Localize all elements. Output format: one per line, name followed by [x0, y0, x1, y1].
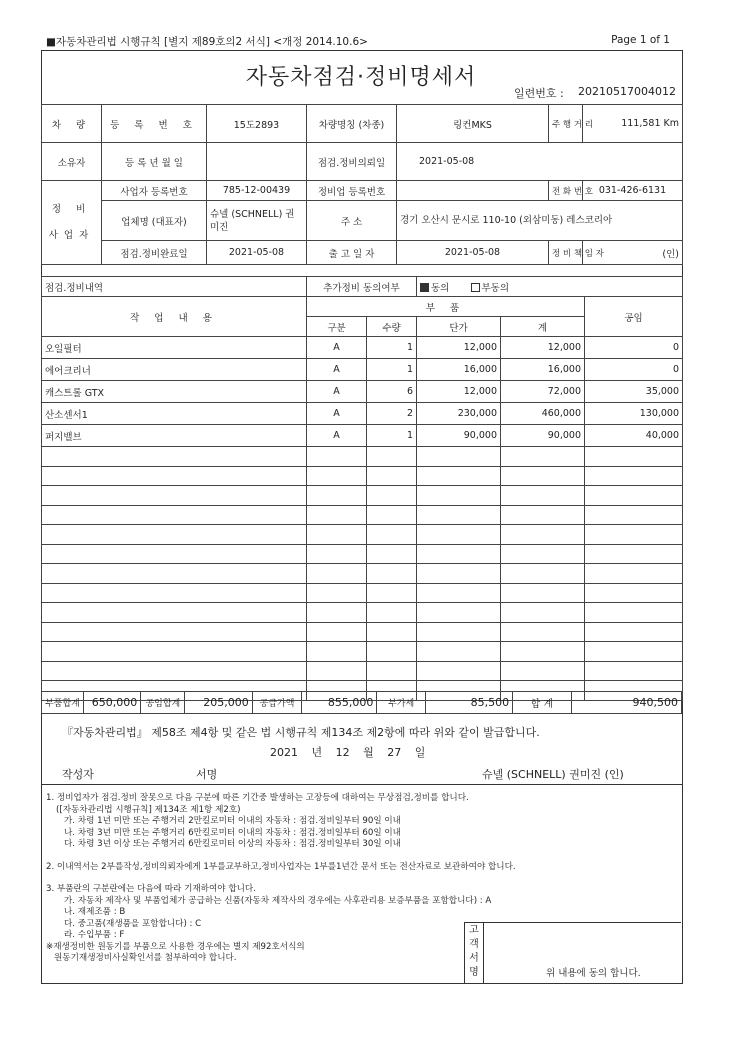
agree-label: 동의 [431, 282, 450, 294]
note-3: 3. 부품란의 구분란에는 다음에 따라 기재하여야 합니다. [46, 884, 256, 894]
vehicle-shop-table [41, 104, 683, 265]
cell-unit [417, 583, 501, 603]
cell-labor [585, 447, 683, 467]
work-table [41, 276, 683, 701]
issue-statement: 『자동차관리법』 제58조 제4항 및 같은 법 시행규칙 제134조 제2항에 따라 위와 같이 발급합니다. [62, 726, 540, 739]
note-3b: 나. 재제조품 : B [64, 907, 126, 917]
cell-amount [501, 622, 585, 642]
agree-checkbox[interactable] [420, 283, 429, 292]
cell-name [42, 525, 307, 545]
cell-type [307, 622, 367, 642]
cell-amount [501, 466, 585, 486]
labor-total-label: 공임합계 [141, 692, 185, 714]
empty-row [42, 564, 683, 584]
cell-name [42, 622, 307, 642]
company-label: 업체명 (대표자) [102, 201, 207, 241]
empty-row [42, 583, 683, 603]
cell-unit [417, 486, 501, 506]
cell-amount [501, 661, 585, 681]
serial-label: 일련번호 : [514, 87, 564, 100]
customer-sign-label: 고객서명 [464, 922, 484, 984]
col-qty: 수량 [367, 317, 417, 337]
table-row [42, 337, 683, 359]
cell-type [307, 642, 367, 662]
cell-unit [417, 544, 501, 564]
biz-no-label: 사업자 등록번호 [102, 181, 207, 201]
mileage-value: 111,581 Km [583, 105, 683, 143]
cell-labor: 0 [585, 337, 683, 359]
cell-unit: 16,000 [417, 359, 501, 381]
cell-labor [585, 486, 683, 506]
cell-type [307, 525, 367, 545]
table-row [42, 381, 683, 403]
request-date-value: 2021-05-08 [397, 143, 683, 181]
cell-type [307, 583, 367, 603]
owner-section-label-2: 소유자 [42, 143, 102, 181]
manager-seal: (인) [583, 241, 683, 265]
grand-total-value: 940,500 [571, 692, 681, 714]
work-rows [42, 337, 683, 701]
shop-reg-value [397, 181, 549, 201]
cell-name: 오일필터 [42, 337, 307, 359]
issue-date: 2021 년 12 월 27 일 [270, 746, 426, 759]
cell-name [42, 466, 307, 486]
company-value: 슈넬 (SCHNELL) 권미진 [207, 201, 307, 241]
totals-table [41, 691, 682, 714]
cell-labor [585, 544, 683, 564]
parts-total-value: 650,000 [83, 692, 140, 714]
work-header: 작 업 내 용 [42, 297, 307, 337]
cell-qty [367, 466, 417, 486]
cell-name: 산소센서1 [42, 403, 307, 425]
shop-section-label [42, 181, 102, 265]
consent-label: 추가정비 동의여부 [307, 277, 417, 297]
cell-type [307, 564, 367, 584]
note-3d: 라. 수입부품 : F [64, 930, 125, 940]
page-number: Page 1 of 1 [611, 34, 670, 46]
done-date-label: 점검.정비완료일 [102, 241, 207, 265]
cell-name [42, 642, 307, 662]
cell-type [307, 447, 367, 467]
empty-row [42, 505, 683, 525]
cell-name [42, 564, 307, 584]
cell-amount: 16,000 [501, 359, 585, 381]
cell-amount: 12,000 [501, 337, 585, 359]
cell-name [42, 603, 307, 623]
labor-header: 공임 [585, 297, 683, 337]
cell-qty [367, 505, 417, 525]
sign-label: 서명 [196, 768, 218, 781]
note-1c: 나. 차령 3년 미만 또는 주행거리 6만킬로미터 이내의 자동차 : 점검.정비일부터 60일 이내 [64, 827, 401, 838]
cell-amount: 90,000 [501, 425, 585, 447]
phone-label: 전 화 번 호 [549, 181, 583, 201]
cell-amount [501, 486, 585, 506]
cell-amount: 460,000 [501, 403, 585, 425]
cell-labor [585, 525, 683, 545]
cell-qty [367, 486, 417, 506]
cell-qty [367, 544, 417, 564]
cell-type [307, 544, 367, 564]
reg-year-label: 등 록 년 월 일 [102, 143, 207, 181]
form-reference: ■자동차관리법 시행규칙 [별지 제89호의2 서식] <개정 2014.10.6> [46, 36, 368, 48]
cell-amount [501, 603, 585, 623]
cell-name: 에어크리너 [42, 359, 307, 381]
cell-qty [367, 603, 417, 623]
address-value: 경기 오산시 문시로 110-10 (외삼미동) 레스코리아 [397, 201, 683, 241]
cell-unit: 12,000 [417, 381, 501, 403]
cell-type: A [307, 403, 367, 425]
cell-unit [417, 447, 501, 467]
page-title: 자동차점검·정비명세서 [245, 65, 477, 90]
empty-row [42, 544, 683, 564]
table-row [42, 403, 683, 425]
empty-row [42, 525, 683, 545]
cell-qty: 1 [367, 359, 417, 381]
cell-qty: 2 [367, 403, 417, 425]
table-row [42, 425, 683, 447]
note-4: ※재생정비한 원동기를 부품으로 사용한 경우에는 별지 제92호서식의 [46, 941, 305, 952]
cell-labor: 130,000 [585, 403, 683, 425]
cell-unit: 90,000 [417, 425, 501, 447]
cell-unit [417, 603, 501, 623]
shop-reg-label: 정비업 등록번호 [307, 181, 397, 201]
shop-section-line-2: 사업자 [48, 230, 95, 241]
cell-labor: 40,000 [585, 425, 683, 447]
cell-type: A [307, 425, 367, 447]
consent-options [417, 277, 683, 297]
address-label: 주 소 [307, 201, 397, 241]
cell-type [307, 603, 367, 623]
cell-qty: 6 [367, 381, 417, 403]
cell-name [42, 661, 307, 681]
cell-type: A [307, 337, 367, 359]
empty-row [42, 661, 683, 681]
cell-unit [417, 642, 501, 662]
cell-type [307, 466, 367, 486]
phone-value: 031-426-6131 [583, 181, 683, 201]
reg-year-value [207, 143, 307, 181]
cell-labor [585, 603, 683, 623]
cell-labor [585, 642, 683, 662]
cell-type [307, 661, 367, 681]
serial-number: 20210517004012 [578, 85, 676, 98]
cell-qty [367, 642, 417, 662]
cell-labor [585, 622, 683, 642]
work-section-label: 점검.정비내역 [42, 277, 307, 297]
col-unit: 단가 [417, 317, 501, 337]
supply-label: 공급가액 [252, 692, 302, 714]
empty-row [42, 447, 683, 467]
vat-label: 부가세 [377, 692, 426, 714]
biz-no-value: 785-12-00439 [207, 181, 307, 201]
cell-type: A [307, 359, 367, 381]
cell-unit: 230,000 [417, 403, 501, 425]
manager-label: 정 비 책 임 자 [549, 241, 583, 265]
model-label: 차량명칭 (차종) [307, 105, 397, 143]
vat-value: 85,500 [425, 692, 512, 714]
parts-total-label: 부품합계 [42, 692, 84, 714]
cell-type [307, 505, 367, 525]
done-date-value: 2021-05-08 [207, 241, 307, 265]
consent-text: 위 내용에 동의 합니다. [546, 968, 641, 979]
col-type: 구분 [307, 317, 367, 337]
cell-name: 퍼지밸브 [42, 425, 307, 447]
cell-qty [367, 661, 417, 681]
divider [41, 784, 682, 785]
cell-type: A [307, 381, 367, 403]
cell-unit [417, 525, 501, 545]
cell-name [42, 544, 307, 564]
supply-value: 855,000 [302, 692, 377, 714]
shop-section-line-1: 정 비 [51, 204, 92, 215]
reg-no-value: 15도2893 [207, 105, 307, 143]
model-value: 링컨MKS [397, 105, 549, 143]
grand-total-label: 합 계 [513, 692, 571, 714]
issuer-name: 슈넬 (SCHNELL) 권미진 (인) [482, 768, 624, 781]
cell-name [42, 583, 307, 603]
reg-no-label: 등 록 번 호 [102, 105, 207, 143]
note-1b: 가. 차령 1년 미만 또는 주행거리 2만킬로미터 이내의 자동차 : 점검.정비일부터 90일 이내 [64, 816, 401, 826]
note-2: 2. 이내역서는 2부를작성,정비의뢰자에게 1부를교부하고,정비사업자는 1부를1년간 문서 또는 전산자료로 보관하여야 합니다. [46, 861, 516, 872]
empty-row [42, 622, 683, 642]
request-date-label: 점검.정비의뢰일 [307, 143, 397, 181]
note-3c: 다. 중고품(재생품을 포함합니다) : C [64, 918, 202, 929]
cell-name: 캐스트롤 GTX [42, 381, 307, 403]
cell-unit [417, 564, 501, 584]
cell-labor [585, 564, 683, 584]
author-label: 작성자 [62, 768, 94, 781]
owner-section-label: 차 량 [42, 105, 102, 143]
cell-labor [585, 661, 683, 681]
note-1d: 다. 차령 3년 이상 또는 주행거리 6만킬로미터 이상의 자동차 : 점검.정비일부터 30일 이내 [64, 839, 401, 849]
empty-row [42, 486, 683, 506]
cell-qty [367, 525, 417, 545]
cell-amount [501, 505, 585, 525]
cell-amount [501, 583, 585, 603]
cell-name [42, 486, 307, 506]
labor-total-value: 205,000 [185, 692, 252, 714]
cell-type [307, 486, 367, 506]
empty-row [42, 466, 683, 486]
disagree-checkbox[interactable] [471, 283, 480, 292]
table-row [42, 359, 683, 381]
cell-unit: 12,000 [417, 337, 501, 359]
col-amount: 계 [501, 317, 585, 337]
parts-header: 부 품 [307, 297, 585, 317]
cell-qty [367, 447, 417, 467]
cell-qty [367, 564, 417, 584]
empty-row [42, 603, 683, 623]
cell-amount [501, 544, 585, 564]
cell-labor: 0 [585, 359, 683, 381]
cell-name [42, 505, 307, 525]
note-1: 1. 정비업자가 점검.정비 잘못으로 다음 구분에 따른 기간중 발생하는 고장등에 대하여는 무상점검,정비를 합니다. [46, 793, 469, 803]
cell-name [42, 447, 307, 467]
cell-qty: 1 [367, 425, 417, 447]
release-date-value: 2021-05-08 [397, 241, 549, 265]
note-3a: 가. 자동차 제작사 및 부품업체가 공급하는 신품(자동차 제작사의 경우에는 사후관리용 보증부품을 포함합니다) : A [64, 895, 492, 906]
empty-row [42, 642, 683, 662]
cell-amount [501, 447, 585, 467]
note-4a: 원동기재생정비사실확인서를 첨부하여야 합니다. [54, 953, 237, 963]
cell-amount [501, 564, 585, 584]
cell-qty [367, 622, 417, 642]
cell-qty: 1 [367, 337, 417, 359]
cell-amount [501, 642, 585, 662]
disagree-label: 부동의 [481, 282, 510, 294]
cell-labor [585, 466, 683, 486]
cell-unit [417, 622, 501, 642]
cell-unit [417, 466, 501, 486]
cell-amount: 72,000 [501, 381, 585, 403]
cell-unit [417, 505, 501, 525]
cell-unit [417, 661, 501, 681]
cell-labor [585, 505, 683, 525]
cell-qty [367, 583, 417, 603]
mileage-label: 주 행 거 리 [549, 105, 583, 143]
cell-labor [585, 583, 683, 603]
release-label: 출 고 일 자 [307, 241, 397, 265]
cell-amount [501, 525, 585, 545]
cell-labor: 35,000 [585, 381, 683, 403]
note-1a: ([자동차관리법 시행규칙] 제134조 제1항 제2호) [56, 804, 241, 815]
